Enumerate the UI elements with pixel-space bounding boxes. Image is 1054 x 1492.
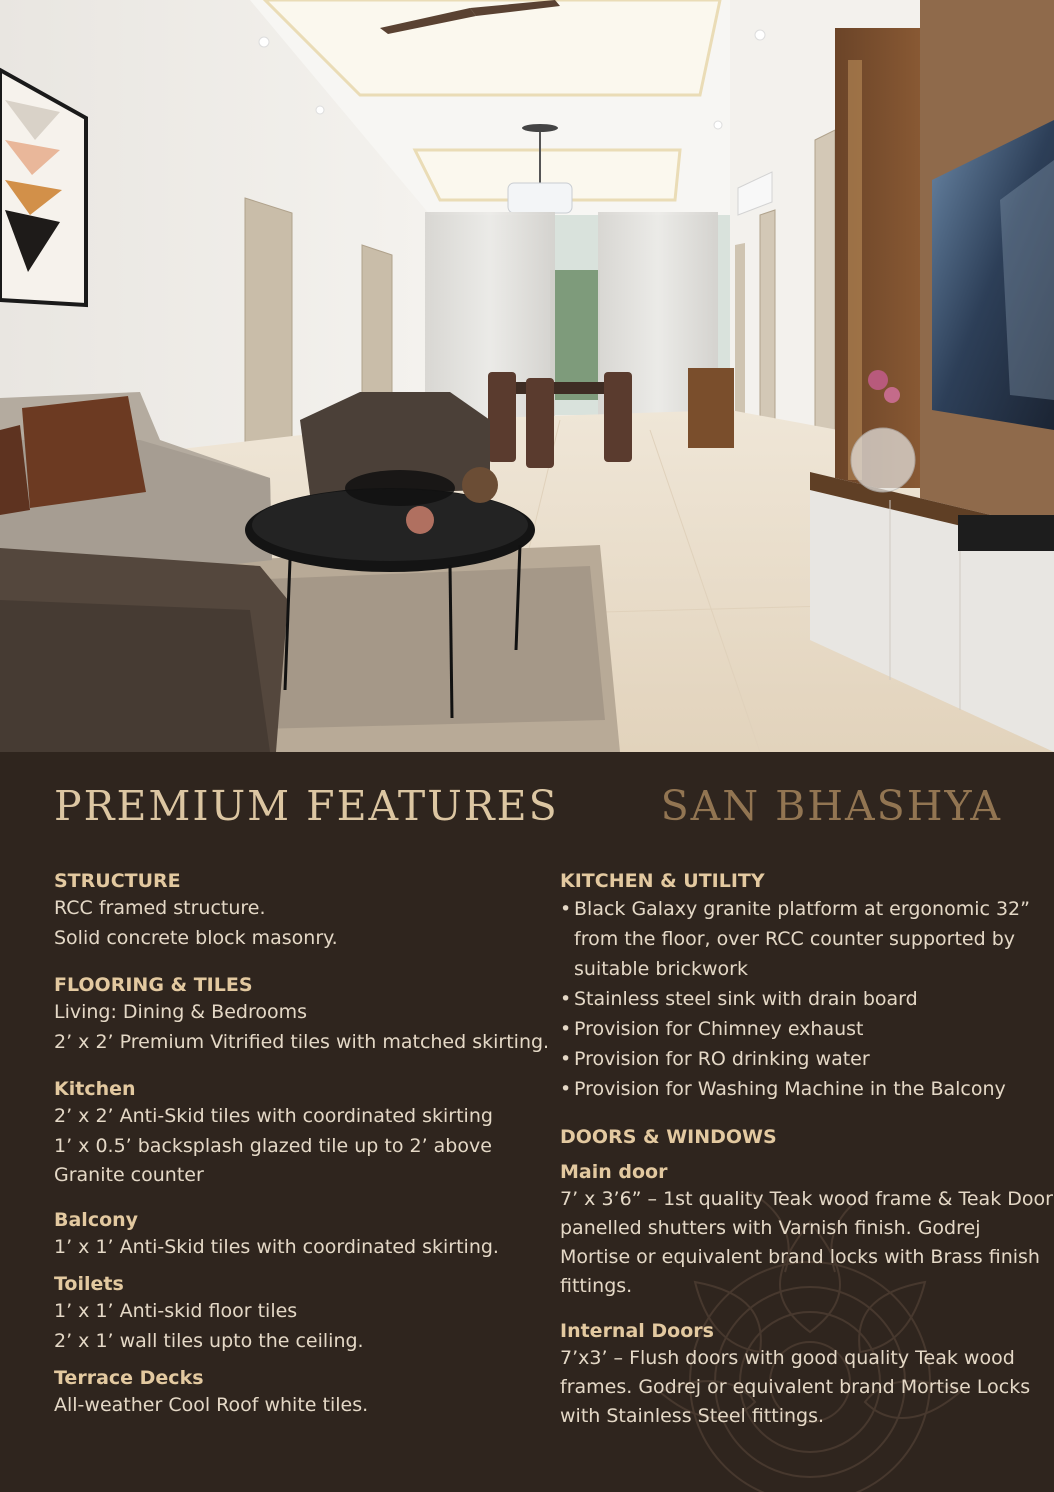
- bullet-line: • Provision for RO drinking water: [574, 1048, 870, 1070]
- section-title-kitchen: Kitchen: [54, 1078, 136, 1100]
- section-title-toilets: Toilets: [54, 1273, 124, 1295]
- internal-doors-line-3: with Stainless Steel fittings.: [560, 1405, 825, 1427]
- structure-line-1: RCC framed structure.: [54, 897, 266, 919]
- right-feature-column: [560, 868, 1053, 1431]
- internal-doors-line-2: frames. Godrej or equivalent brand Mortise Locks: [560, 1376, 1031, 1398]
- section-balcony: [54, 1207, 534, 1263]
- terrace-line-1: All-weather Cool Roof white tiles.: [54, 1394, 369, 1416]
- section-toilets: [54, 1271, 534, 1356]
- structure-line-2: Solid concrete block masonry.: [54, 926, 338, 949]
- section-title-structure: STRUCTURE: [54, 870, 181, 892]
- brand-name: SAN BHASHYA: [660, 782, 1002, 830]
- subsection-main-door: [560, 1159, 1053, 1301]
- section-title-flooring: FLOORING & TILES: [54, 974, 253, 996]
- section-kitchen: [54, 1076, 534, 1191]
- section-kitchen-utility: [560, 868, 1030, 1104]
- bullet-item: [560, 1014, 1020, 1044]
- main-door-line-4: fittings.: [560, 1275, 633, 1297]
- bullet-item: [560, 1074, 1020, 1104]
- page-title: PREMIUM FEATURES: [54, 782, 559, 830]
- subsection-title-internal-doors: Internal Doors: [560, 1320, 714, 1342]
- bullet-item: [560, 894, 1030, 984]
- section-title-terrace: Terrace Decks: [54, 1367, 204, 1389]
- section-structure: [54, 868, 534, 953]
- bullet-line: suitable brickwork: [574, 958, 748, 980]
- kitchen-line-3: Granite counter: [54, 1164, 204, 1186]
- main-door-line-2: panelled shutters with Varnish finish. Godrej: [560, 1217, 981, 1239]
- main-door-line-3: Mortise or equivalent brand locks with Brass finish: [560, 1246, 1040, 1268]
- kitchen-line-1: 2’ x 2’ Anti-Skid tiles with coordinated skirting: [54, 1105, 493, 1127]
- toilets-line-1: 1’ x 1’ Anti-skid floor tiles: [54, 1300, 298, 1322]
- bullet-line: from the floor, over RCC counter supported by: [574, 928, 1016, 950]
- bullet-item: [560, 1044, 1020, 1074]
- bullet-line: • Stainless steel sink with drain board: [574, 988, 918, 1010]
- toilets-line-2: 2’ x 1’ wall tiles upto the ceiling.: [54, 1329, 364, 1352]
- bullet-item: [560, 984, 1020, 1014]
- flooring-line-1: Living: Dining & Bedrooms: [54, 1001, 307, 1023]
- subsection-title-main-door: Main door: [560, 1161, 668, 1183]
- bullet-line: • Provision for Chimney exhaust: [574, 1018, 864, 1040]
- section-terrace: [54, 1365, 534, 1421]
- left-feature-column: [54, 868, 550, 1421]
- subsection-internal-doors: [560, 1318, 1031, 1431]
- features-panel: [0, 752, 1054, 1492]
- section-flooring: [54, 972, 550, 1057]
- balcony-line-1: 1’ x 1’ Anti-Skid tiles with coordinated skirting.: [54, 1235, 499, 1258]
- flooring-line-2: 2’ x 2’ Premium Vitrified tiles with matched skirting.: [54, 1030, 550, 1053]
- section-title-doors-windows: DOORS & WINDOWS: [560, 1126, 777, 1148]
- kitchen-line-2: 1’ x 0.5’ backsplash glazed tile up to 2’ above: [54, 1134, 492, 1157]
- section-title-balcony: Balcony: [54, 1208, 139, 1231]
- bullet-line: • Black Galaxy granite platform at ergonomic 32”: [574, 898, 1030, 920]
- section-title-kitchen-utility: KITCHEN & UTILITY: [560, 870, 765, 892]
- main-door-line-1: 7’ x 3’6” – 1st quality Teak wood frame & Teak Door: [560, 1188, 1053, 1210]
- internal-doors-line-1: 7’x3’ – Flush doors with good quality Teak wood: [560, 1347, 1015, 1369]
- bullet-line: • Provision for Washing Machine in the Balcony: [574, 1078, 1006, 1100]
- section-doors-windows: [560, 1124, 1053, 1431]
